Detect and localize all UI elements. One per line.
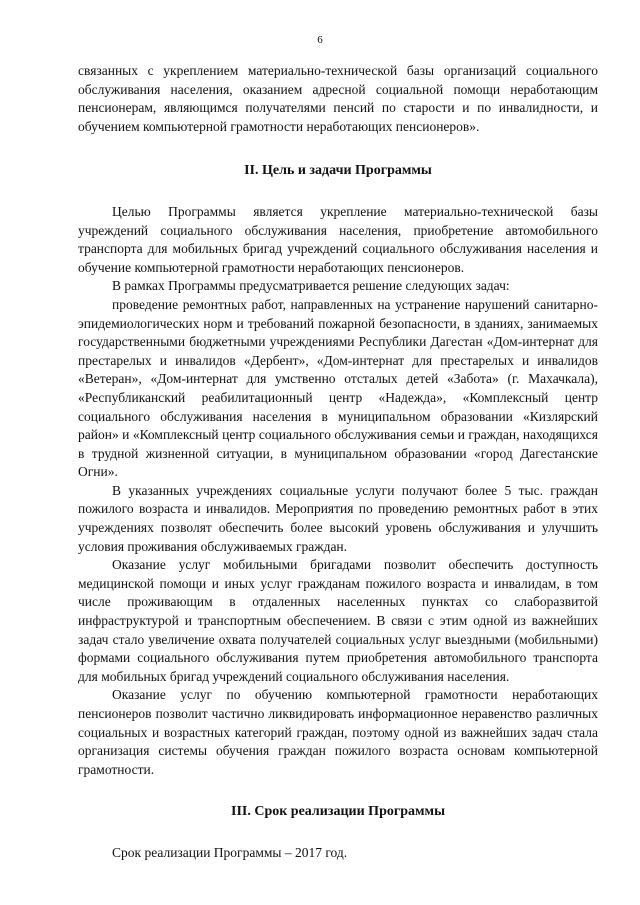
section-2-paragraph-goal: Целью Программы является укрепление материально-технической базы учреждений социального обслуживания населения, приобретение автомобильного транспорта для мобильных бригад учреждений социального обслуживания населения и обучение компьютерной грамотности неработающих пенсионеров. — [78, 203, 598, 275]
section-2-paragraph-mobile-teams: Оказание услуг мобильными бригадами позволит обеспечить доступность медицинской помощи и иных услуг гражданам пожилого возраста и инвалидам, в том числе проживающим в отдаленных населенных пунктах со слаборазвитой инфраструктурой и транспортным обеспечением. В связи с этим одной из важнейших задач стало увеличение охвата получателей социальных услуг выездными (мобильными) формами социального обслуживания путем приобретения автомобильного транспорта для мобильных бригад учреждений социального обслуживания населения. — [78, 557, 598, 684]
page-number: 6 — [317, 34, 323, 46]
section-3-paragraph-term: Срок реализации Программы – 2017 год. — [112, 844, 348, 860]
section-2-paragraph-computer-literacy: Оказание услуг по обучению компьютерной грамотности неработающих пенсионеров позволит частично ликвидировать информационное неравенство различных социальных и возрастных категорий граждан, поэтому одной из важнейших задач стала организация системы обучения граждан пожилого возраста основам компьютерной грамотности. — [78, 687, 598, 777]
section-2-paragraph-tasks-intro: В рамках Программы предусматривается решение следующих задач: — [112, 278, 510, 294]
section-2-paragraph-beneficiaries: В указанных учреждениях социальные услуги получают более 5 тыс. граждан пожилого возраста и инвалидов. Мероприятия по проведению ремонтных работ в этих учреждениях позволят обеспечить более высокий уровень обслуживания и улучшить условия проживания обслуживаемых граждан. — [78, 482, 598, 554]
section-2-heading: II. Цель и задачи Программы — [244, 163, 432, 179]
intro-paragraph: связанных с укреплением материально-технической базы организаций социального обслуживания населения, оказанием адресной социальной помощи неработающим пенсионерам, являющимся получателями пенсий по старости и по инвалидности, и обучением компьютерной грамотности неработающих пенсионеров». — [78, 63, 598, 134]
document-body — [78, 62, 598, 863]
section-2-paragraph-repairs: проведение ремонтных работ, направленных на устранение нарушений санитарно-эпидемиологических норм и требований пожарной безопасности, в зданиях, занимаемых государственными бюджетными учреждениями Республики Дагестан «Дом-интернат для престарелых и инвалидов «Дербент», «Дом-интернат для престарелых и инвалидов «Ветеран», «Дом-интернат для умственно отсталых детей «Забота» (г. Махачкала), «Республиканский реабилитационный центр «Надежда», «Комплексный центр социального обслуживания населения в муниципальном образовании «Кизлярский район» и «Комплексный центр социального обслуживания семьи и граждан, находящихся в трудной жизненной ситуации, в муниципальном образовании «город Дагестанские Огни». — [78, 296, 598, 480]
section-3-heading: III. Срок реализации Программы — [231, 804, 445, 820]
